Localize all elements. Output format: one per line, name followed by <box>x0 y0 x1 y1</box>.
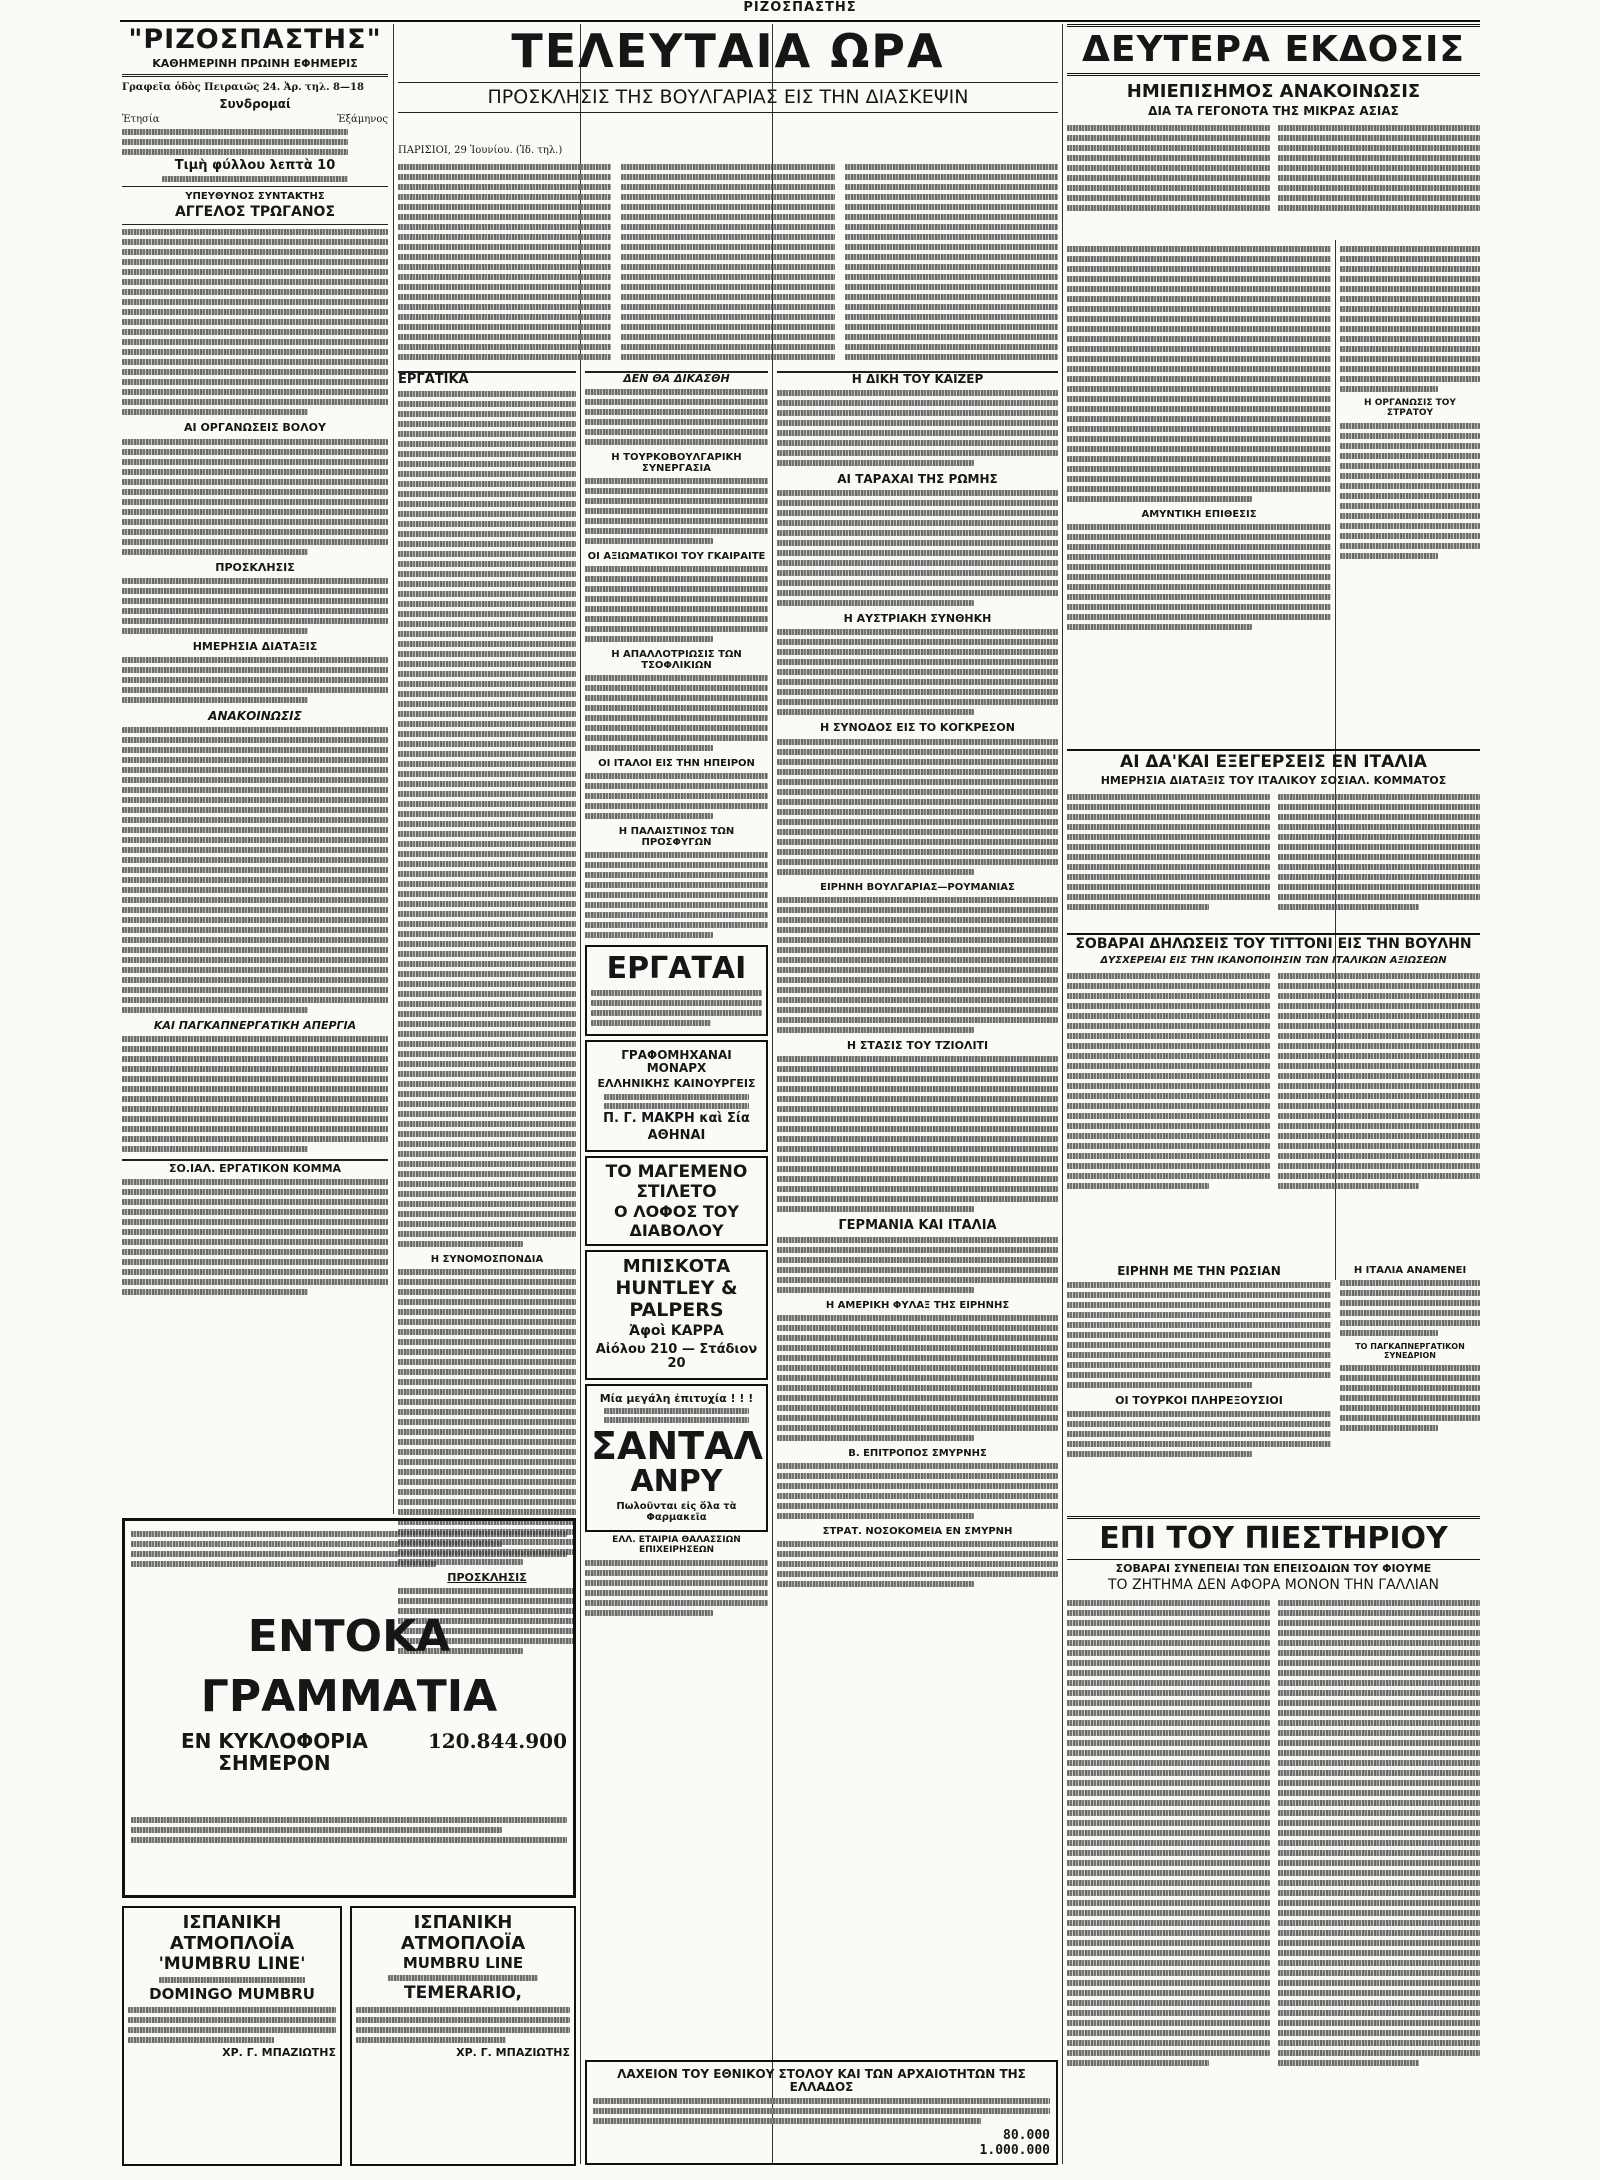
tobacco-title: ΤΟ ΠΑΓΚΑΠΝΕΡΓΑΤΙΚΟΝ ΣΥΝΕΔΡΙΟΝ <box>1355 1342 1465 1360</box>
shipping-ad-1 <box>122 1906 342 2166</box>
piestirion-title: ΕΠΙ ΤΟΥ ΠΙΕΣΤΗΡΙΟΥ <box>1067 1516 1480 1560</box>
ad-santal-name2: ΑΝΡΥ <box>630 1464 723 1500</box>
tittoni-title: ΣΟΒΑΡΑΙ ΔΗΛΩΣΕΙΣ ΤΟΥ ΤΙΤΤΟΝΙ ΕΙΣ ΤΗΝ ΒΟΥΛΗΝ <box>1067 933 1480 952</box>
section-heading: Η ΑΠΑΛΛΟΤΡΙΩΣΙΣ ΤΩΝ ΤΣΟΦΛΙΚΙΩΝ <box>611 649 742 672</box>
price-title: Τιμὴ φύλλου λεπτὰ 10 <box>174 157 336 173</box>
bonds-title: ΕΝΤΟΚΑ ΓΡΑΜΜΑΤΙΑ <box>200 1611 498 1722</box>
section-heading: ΑΙ ΤΑΡΑΧΑΙ ΤΗΣ ΡΩΜΗΣ <box>837 472 998 487</box>
ship1-agent: ΧΡ. Γ. ΜΠΑΖΙΩΤΗΣ <box>222 2045 336 2059</box>
column-masthead <box>122 24 388 1514</box>
section-heading: ΗΜΕΡΗΣΙΑ ΔΙΑΤΑΞΙΣ <box>192 639 318 653</box>
ship2-line: MUMBRU LINE <box>402 1954 524 1972</box>
semiannual-label: Ἐξάμηνος <box>337 113 388 125</box>
ad-santal <box>585 1384 768 1532</box>
column-rule <box>393 24 394 1514</box>
tittoni-sub: ΔΥΣΧΕΡΕΙΑΙ ΕΙΣ ΤΗΝ ΙΚΑΝΟΠΟΙΗΣΙΝ ΤΩΝ ΙΤΑΛΙΚΩΝ ΑΞΙΩΣΕΩΝ <box>1100 955 1447 967</box>
section-heading: Η ΔΙΚΗ ΤΟΥ ΚΑΪΖΕΡ <box>777 371 1058 386</box>
section-heading: Η ΣΥΝΟΜΟΣΠΟΝΔΙΑ <box>430 1254 544 1266</box>
ship2-vessel: TEMERARIO, <box>404 1983 522 2003</box>
italy2-title: Η ΙΤΑΛΙΑ ΑΝΑΜΕΝΕΙ <box>1353 1265 1467 1276</box>
italy-sub: ΗΜΕΡΗΣΙΑ ΔΙΑΤΑΞΙΣ ΤΟΥ ΙΤΑΛΙΚΟΥ ΣΟΣΙΑΛ. ΚΟΜΜΑΤΟΣ <box>1100 773 1447 787</box>
ship2-title: ΙΣΠΑΝΙΚΗ ΑΤΜΟΠΛΟΪΑ <box>400 1912 526 1954</box>
section-heading: ΚΑΙ ΠΑΓΚΑΠΝΕΡΓΑΤΙΚΗ ΑΠΕΡΓΙΑ <box>153 1018 357 1032</box>
editor-name: ΑΓΓΕΛΟΣ ΤΡΩΓΑΝΟΣ <box>174 204 336 221</box>
ad-ergatai <box>585 945 768 1036</box>
subscriptions-title: Συνδρομαί <box>219 96 291 111</box>
tittoni-section <box>1067 930 1480 1260</box>
section-heading: ΑΝΑΚΟΙΝΩΣΙΣ <box>208 708 302 723</box>
piestirion-sub: ΣΟΒΑΡΑΙ ΣΥΝΕΠΕΙΑΙ ΤΩΝ ΕΠΕΙΣΟΔΙΩΝ ΤΟΥ ΦΙΟΥΜΕ <box>1115 1562 1432 1575</box>
ad-theatre <box>585 1156 768 1246</box>
bonds-ad <box>122 1518 576 1898</box>
lottery-ad <box>585 2060 1058 2165</box>
masthead-title: "ΡΙΖΟΣΠΑΣΤΗΣ" <box>128 24 382 55</box>
column-russia <box>1067 1262 1331 1512</box>
lottery-title: ΛΑΧΕΙΟΝ ΤΟΥ ΕΘΝΙΚΟΥ ΣΤΟΛΟΥ ΚΑΙ ΤΩΝ ΑΡΧΑΙΟΤΗΤΩΝ ΤΗΣ ΕΛΛΑΔΟΣ <box>617 2067 1026 2095</box>
section-heading: ΑΙ ΟΡΓΑΝΩΣΕΙΣ ΒΟΛΟΥ <box>184 421 326 435</box>
section-heading: ΕΙΡΗΝΗ ΒΟΥΛΓΑΡΙΑΣ—ΡΟΥΜΑΝΙΑΣ <box>820 881 1015 893</box>
ad-biscuits-title: ΜΠΙΣΚΟΤΑ <box>622 1256 731 1278</box>
shipping-ad-2 <box>350 1906 576 2166</box>
column-foreign-news <box>777 368 1058 2056</box>
bonds-circulation <box>131 1727 567 1777</box>
ship1-title: ΙΣΠΑΝΙΚΗ ΑΤΜΟΠΛΟΪΑ <box>169 1912 295 1954</box>
communique-title: ΗΜΙΕΠΙΣΗΜΟΣ ΑΝΑΚΟΙΝΩΣΙΣ <box>1126 81 1421 102</box>
running-header: ΡΙΖΟΣΠΑΣΤΗΣ <box>120 0 1480 22</box>
lottery-prize-1: 80.000 <box>1003 2128 1050 2144</box>
ship1-line: 'MUMBRU LINE' <box>158 1954 306 1974</box>
section-heading: Η ΣΤΑΣΙΣ ΤΟΥ ΤΖΙΟΛΙΤΙ <box>846 1038 989 1052</box>
ad-biscuits-addr: Αἰόλου 210 — Στάδιον 20 <box>595 1341 758 1371</box>
ad-typewriters-sub: ΕΛΛΗΝΙΚΗΣ ΚΑΙΝΟΥΡΓΕΙΣ <box>597 1077 756 1091</box>
section-heading: Η ΟΡΓΑΝΩΣΙΣ ΤΟΥ ΣΤΡΑΤΟΥ <box>1364 398 1456 418</box>
ad-biscuits-seller: Ἀφοὶ ΚΑΡΡΑ <box>629 1323 724 1340</box>
ad-typewriters-city: ΑΘΗΝΑΙ <box>647 1127 706 1143</box>
ship2-agent: ΧΡ. Γ. ΜΠΑΖΙΩΤΗΣ <box>456 2045 570 2059</box>
ad-santal-lead: Μία μεγάλη ἐπιτυχία ! ! ! <box>599 1392 754 1406</box>
ad-theatre-sub: Ο ΛΟΦΟΣ ΤΟΥ ΔΙΑΒΟΛΟΥ <box>614 1202 739 1241</box>
ad-theatre-title: ΤΟ ΜΑΓΕΜΕΝΟ ΣΤΙΛΕΤΟ <box>605 1162 748 1203</box>
lead-subtitle: ΠΡΟΣΚΛΗΣΙΣ ΤΗΣ ΒΟΥΛΓΑΡΙΑΣ ΕΙΣ ΤΗΝ ΔΙΑΣΚΕΨΙΝ <box>487 86 969 108</box>
second-edition-title: ΔΕΥΤΕΡΑ ΕΚΔΟΣΙΣ <box>1067 24 1480 76</box>
subscriptions-header <box>122 114 388 125</box>
column-second-edition-right <box>1340 242 1480 742</box>
second-edition-header <box>1067 24 1480 238</box>
masthead-tagline: ΚΑΘΗΜΕΡΙΝΗ ΠΡΩΙΝΗ ΕΦΗΜΕΡΙΣ <box>152 57 358 70</box>
lottery-prizes <box>593 2128 1050 2158</box>
piestirion-sub2: ΤΟ ΖΗΤΗΜΑ ΔΕΝ ΑΦΟΡΑ ΜΟΝΟΝ ΤΗΝ ΓΑΛΛΙΑΝ <box>1108 1577 1439 1594</box>
bonds-sub: ΕΝ ΚΥΚΛΟΦΟΡΙΑ ΣΗΜΕΡΟΝ <box>180 1729 368 1775</box>
section-heading: ΕΡΓΑΤΙΚΑ <box>398 371 576 387</box>
section-heading: Η ΣΥΝΟΔΟΣ ΕΙΣ ΤΟ ΚΟΓΚΡΕΣΟΝ <box>820 721 1015 735</box>
lead-body <box>398 142 1058 364</box>
office-address: Γραφεῖα ὁδὸς Πειραιῶς 24. Ἀρ. τηλ. 8—18 <box>122 82 364 94</box>
section-heading: ΣΤΡΑΤ. ΝΟΣΟΚΟΜΕΙΑ ΕΝ ΣΜΥΡΝΗ <box>822 1525 1013 1537</box>
section-heading: ΓΕΡΜΑΝΙΑ ΚΑΙ ΙΤΑΛΙΑ <box>838 1217 997 1233</box>
italy-section <box>1067 746 1480 926</box>
italy-title: ΑΙ ΔΑ'ΚΑΙ ΕΞΕΓΕΡΣΕΙΣ ΕΝ ΙΤΑΛΙΑ <box>1067 749 1480 772</box>
lead-title: ΤΕΛΕΥΤΑΙΑ ΩΡΑ <box>511 24 945 78</box>
column-labour <box>398 368 576 1585</box>
bonds-amount: 120.844.900 <box>427 1729 567 1753</box>
communique-sub: ΔΙΑ ΤΑ ΓΕΓΟΝΟΤΑ ΤΗΣ ΜΙΚΡΑΣ ΑΣΙΑΣ <box>1148 103 1399 118</box>
section-heading: ΑΜΥΝΤΙΚΗ ΕΠΙΘΕΣΙΣ <box>1141 509 1257 520</box>
column-rule <box>1062 24 1063 2164</box>
column-middle <box>585 368 768 2168</box>
piestirion-section <box>1067 1516 1480 2166</box>
section-heading: ΣΟ.ΙΑΛ. ΕΡΓΑΤΙΚΟΝ ΚΟΜΜΑ <box>122 1159 388 1175</box>
section-heading: ΠΡΟΣΚΛΗΣΙΣ <box>215 560 295 574</box>
ad-santal-foot: Πωλοῦνται εἰς ὅλα τὰ Φαρμακεῖα <box>616 1501 737 1524</box>
section-heading: Η ΑΜΕΡΙΚΗ ΦΥΛΑΞ ΤΗΣ ΕΙΡΗΝΗΣ <box>825 1299 1010 1311</box>
column-second-edition-left <box>1067 242 1331 742</box>
section-heading: Η ΠΑΛΑΙΣΤΙΝΟΣ ΤΩΝ ΠΡΟΣΦΥΓΩΝ <box>618 826 735 849</box>
section-heading: ΔΕΝ ΘΑ ΔΙΚΑΣΘΗ <box>585 371 768 385</box>
russia-title: ΕΙΡΗΝΗ ΜΕ ΤΗΝ ΡΩΣΙΑΝ <box>1117 1264 1281 1278</box>
turks-title: ΟΙ ΤΟΥΡΚΟΙ ΠΛΗΡΕΞΟΥΣΙΟΙ <box>1115 1394 1283 1408</box>
ad-typewriters-shop: Π. Γ. ΜΑΚΡΗ καὶ Σία <box>603 1110 750 1126</box>
section-heading: Η ΤΟΥΡΚΟΒΟΥΛΓΑΡΙΚΗ ΣΥΝΕΡΓΑΣΙΑ <box>611 452 742 475</box>
section-heading: ΟΙ ΙΤΑΛΟΙ ΕΙΣ ΤΗΝ ΗΠΕΙΡΟΝ <box>598 758 755 770</box>
ship1-vessel: DOMINGO MUMBRU <box>149 1985 315 2003</box>
section-heading: Η ΑΥΣΤΡΙΑΚΗ ΣΥΝΘΗΚΗ <box>843 612 992 626</box>
ad-company-title: ΕΛΛ. ΕΤΑΙΡΙΑ ΘΑΛΑΣΣΙΩΝ ΕΠΙΧΕΙΡΗΣΕΩΝ <box>612 1535 741 1556</box>
ad-santal-name: ΣΑΝΤΑΛ <box>591 1424 763 1469</box>
ad-biscuits <box>585 1250 768 1380</box>
annual-label: Ἐτησία <box>122 113 160 125</box>
lottery-prize-2: 1.000.000 <box>979 2143 1050 2159</box>
column-italy-waits <box>1340 1262 1480 1512</box>
ad-biscuits-brand: HUNTLEY & PALPERS <box>615 1277 738 1322</box>
ad-typewriters <box>585 1040 768 1152</box>
section-heading: Β. ΕΠΙΤΡΟΠΟΣ ΣΜΥΡΝΗΣ <box>848 1447 987 1459</box>
section-heading: ΠΡΟΣΚΛΗΣΙΣ <box>447 1571 527 1585</box>
editor-title: ΥΠΕΥΘΥΝΟΣ ΣΥΝΤΑΚΤΗΣ <box>185 191 325 203</box>
lead-dateline: ΠΑΡΙΣΙΟΙ, 29 Ἰουνίου. (Ἰδ. τηλ.) <box>398 145 563 156</box>
ad-ergatai-title: ΕΡΓΑΤΑΙ <box>606 951 747 987</box>
lead-header <box>398 24 1058 144</box>
ad-typewriters-title: ΓΡΑΦΟΜΗΧΑΝΑΙ ΜΟΝΑΡΧ <box>621 1048 732 1076</box>
section-heading: ΟΙ ΑΞΙΩΜΑΤΙΚΟΙ ΤΟΥ ΓΚΑΙΡΑΙΤΕ <box>587 551 766 563</box>
